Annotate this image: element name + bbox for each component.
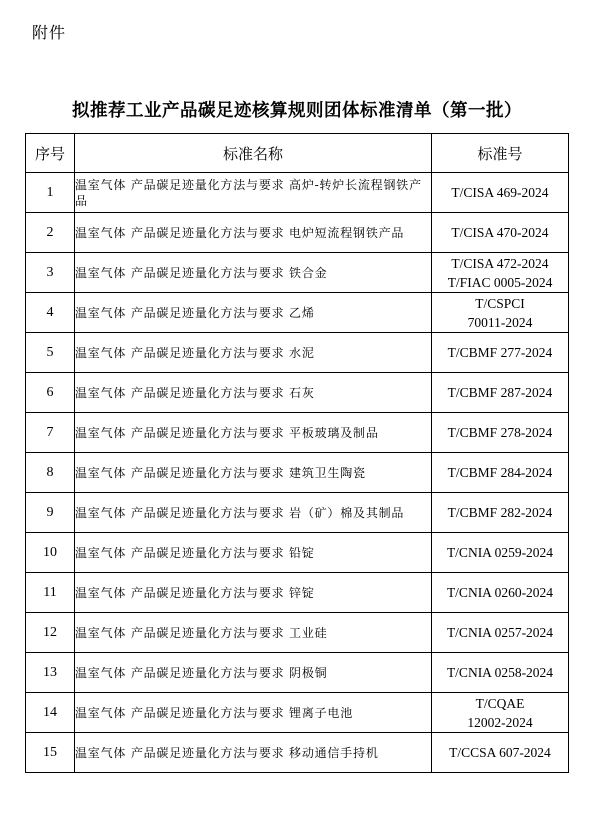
- standard-code: T/CBMF 277-2024: [432, 333, 569, 373]
- standard-code: T/CISA 472-2024 T/FIAC 0005-2024: [432, 253, 569, 293]
- row-number: 15: [26, 733, 75, 773]
- standard-name: 温室气体 产品碳足迹量化方法与要求 工业硅: [75, 613, 432, 653]
- table-row: [26, 693, 569, 733]
- table-row: [26, 493, 569, 533]
- table-row: [26, 533, 569, 573]
- row-number: 9: [26, 493, 75, 533]
- standard-name: 温室气体 产品碳足迹量化方法与要求 水泥: [75, 333, 432, 373]
- standard-code: T/CISA 470-2024: [432, 213, 569, 253]
- table-row: [26, 333, 569, 373]
- table-row: [26, 173, 569, 213]
- standard-code: T/CBMF 282-2024: [432, 493, 569, 533]
- row-number: 7: [26, 413, 75, 453]
- standard-name: 温室气体 产品碳足迹量化方法与要求 岩（矿）棉及其制品: [75, 493, 432, 533]
- standard-code: T/CCSA 607-2024: [432, 733, 569, 773]
- table-row: [26, 573, 569, 613]
- table-row: [26, 253, 569, 293]
- table-row: [26, 293, 569, 333]
- standard-name: 温室气体 产品碳足迹量化方法与要求 电炉短流程钢铁产品: [75, 213, 432, 253]
- table-row: [26, 453, 569, 493]
- standard-code: T/CSPCI 70011-2024: [432, 293, 569, 333]
- row-number: 2: [26, 213, 75, 253]
- standard-name: 温室气体 产品碳足迹量化方法与要求 高炉-转炉长流程钢铁产品: [75, 173, 432, 213]
- column-header-standard-code: 标准号: [432, 134, 569, 173]
- standard-name: 温室气体 产品碳足迹量化方法与要求 锂离子电池: [75, 693, 432, 733]
- standards-table: [25, 133, 569, 773]
- standard-name: 温室气体 产品碳足迹量化方法与要求 建筑卫生陶瓷: [75, 453, 432, 493]
- row-number: 4: [26, 293, 75, 333]
- standard-code: T/CNIA 0260-2024: [432, 573, 569, 613]
- row-number: 8: [26, 453, 75, 493]
- row-number: 13: [26, 653, 75, 693]
- table-row: [26, 613, 569, 653]
- standard-code: T/CBMF 278-2024: [432, 413, 569, 453]
- column-header-number: 序号: [26, 134, 75, 173]
- row-number: 10: [26, 533, 75, 573]
- standard-name: 温室气体 产品碳足迹量化方法与要求 阴极铜: [75, 653, 432, 693]
- standard-name: 温室气体 产品碳足迹量化方法与要求 铅锭: [75, 533, 432, 573]
- standard-code: T/CNIA 0257-2024: [432, 613, 569, 653]
- standard-name: 温室气体 产品碳足迹量化方法与要求 石灰: [75, 373, 432, 413]
- standard-name: 温室气体 产品碳足迹量化方法与要求 锌锭: [75, 573, 432, 613]
- standard-code: T/CNIA 0258-2024: [432, 653, 569, 693]
- row-number: 1: [26, 173, 75, 213]
- table-row: [26, 733, 569, 773]
- row-number: 5: [26, 333, 75, 373]
- standard-name: 温室气体 产品碳足迹量化方法与要求 乙烯: [75, 293, 432, 333]
- table-row: [26, 653, 569, 693]
- row-number: 6: [26, 373, 75, 413]
- column-header-standard-name: 标准名称: [75, 134, 432, 173]
- row-number: 11: [26, 573, 75, 613]
- standard-name: 温室气体 产品碳足迹量化方法与要求 铁合金: [75, 253, 432, 293]
- standard-code: T/CQAE 12002-2024: [432, 693, 569, 733]
- attachment-label: 附件: [32, 23, 67, 42]
- standard-code: T/CNIA 0259-2024: [432, 533, 569, 573]
- row-number: 12: [26, 613, 75, 653]
- standard-code: T/CBMF 287-2024: [432, 373, 569, 413]
- table-row: [26, 413, 569, 453]
- table-row: [26, 213, 569, 253]
- table-row: [26, 373, 569, 413]
- document-title: 拟推荐工业产品碳足迹核算规则团体标准清单（第一批）: [72, 101, 522, 121]
- standard-name: 温室气体 产品碳足迹量化方法与要求 移动通信手持机: [75, 733, 432, 773]
- standard-code: T/CBMF 284-2024: [432, 453, 569, 493]
- table-header-row: [26, 134, 569, 173]
- row-number: 3: [26, 253, 75, 293]
- standard-code: T/CISA 469-2024: [432, 173, 569, 213]
- standard-name: 温室气体 产品碳足迹量化方法与要求 平板玻璃及制品: [75, 413, 432, 453]
- row-number: 14: [26, 693, 75, 733]
